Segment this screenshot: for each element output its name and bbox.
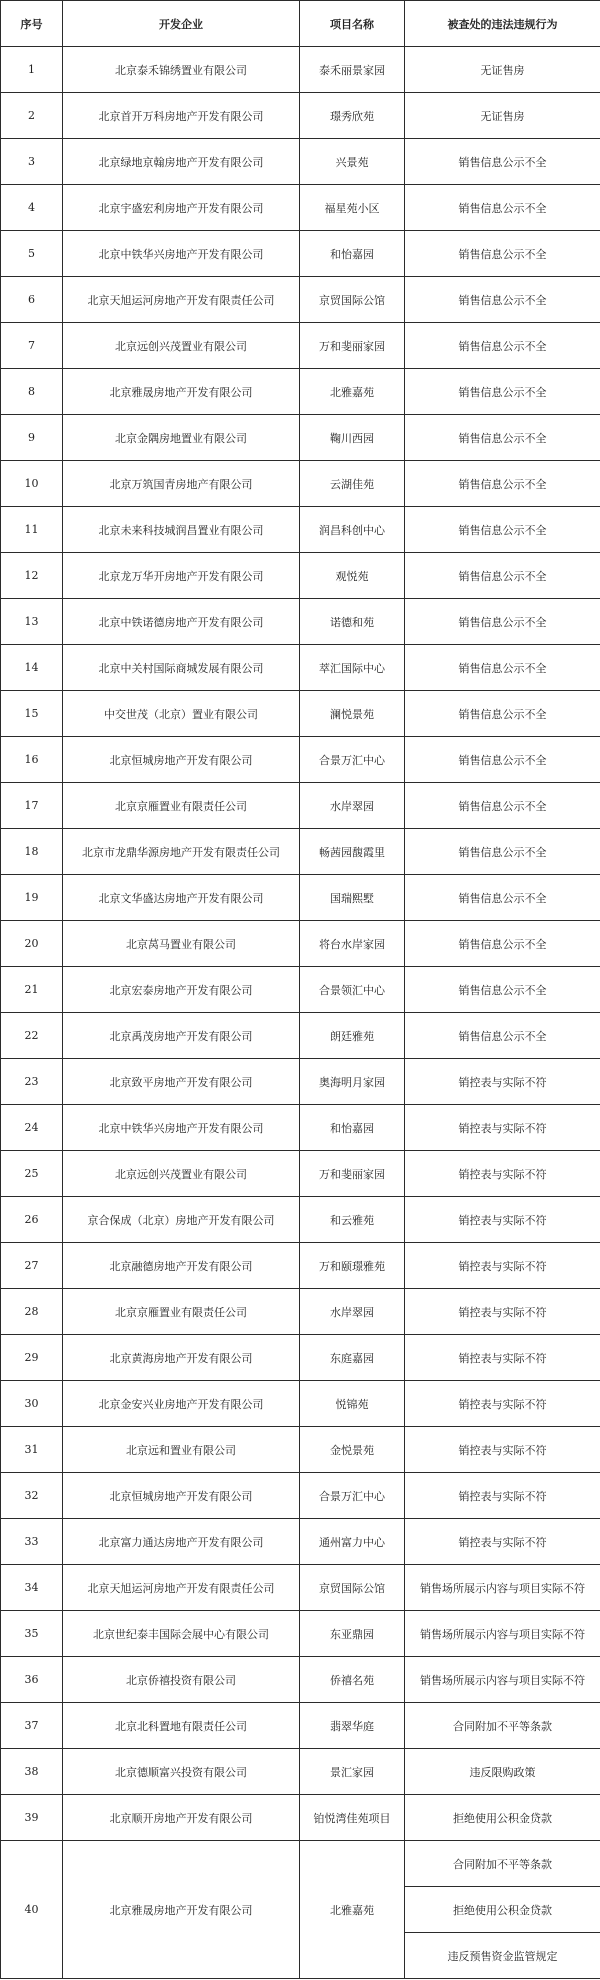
row-index: 22	[1, 1013, 63, 1059]
row-company: 北京侨禧投资有限公司	[63, 1657, 300, 1703]
row-index: 25	[1, 1151, 63, 1197]
row-index: 24	[1, 1105, 63, 1151]
table-row	[1, 277, 600, 323]
row-project: 观悦苑	[300, 553, 405, 599]
table-row	[1, 1197, 600, 1243]
row-company: 北京中关村国际商城发展有限公司	[63, 645, 300, 691]
table-row	[1, 645, 600, 691]
table-row	[1, 1519, 600, 1565]
row-violation: 合同附加不平等条款	[405, 1841, 600, 1887]
row-violation: 违反预售资金监管规定	[405, 1933, 600, 1979]
row-index: 5	[1, 231, 63, 277]
row-project: 水岸翠园	[300, 1289, 405, 1335]
row-project: 萃汇国际中心	[300, 645, 405, 691]
table-row	[1, 1151, 600, 1197]
row-company: 北京天旭运河房地产开发有限责任公司	[63, 277, 300, 323]
row-project: 澜悦景苑	[300, 691, 405, 737]
row-index: 34	[1, 1565, 63, 1611]
table-row	[1, 1703, 600, 1749]
row-company: 北京远和置业有限公司	[63, 1427, 300, 1473]
table-row	[1, 323, 600, 369]
row-violation: 拒绝使用公积金贷款	[405, 1795, 600, 1841]
row-index: 4	[1, 185, 63, 231]
table-row	[1, 737, 600, 783]
table-row	[1, 599, 600, 645]
row-violation: 销售信息公示不全	[405, 645, 600, 691]
row-violation: 无证售房	[405, 93, 600, 139]
row-project: 金悦景苑	[300, 1427, 405, 1473]
table-row	[1, 1473, 600, 1519]
row-project: 万和斐丽家园	[300, 1151, 405, 1197]
row-index: 9	[1, 415, 63, 461]
row-company: 北京远创兴茂置业有限公司	[63, 1151, 300, 1197]
row-project: 翡翠华庭	[300, 1703, 405, 1749]
table-row	[1, 1427, 600, 1473]
row-index: 40	[1, 1841, 63, 1979]
row-index: 14	[1, 645, 63, 691]
row-company: 北京北科置地有限责任公司	[63, 1703, 300, 1749]
row-index: 33	[1, 1519, 63, 1565]
row-violation: 销售信息公示不全	[405, 185, 600, 231]
table-row	[1, 1013, 600, 1059]
row-violation: 无证售房	[405, 47, 600, 93]
table-row	[1, 967, 600, 1013]
row-company: 北京恒城房地产开发有限公司	[63, 737, 300, 783]
table-row	[1, 93, 600, 139]
row-index: 27	[1, 1243, 63, 1289]
row-project: 通州富力中心	[300, 1519, 405, 1565]
row-violation: 销控表与实际不符	[405, 1427, 600, 1473]
table-row	[1, 139, 600, 185]
row-index: 35	[1, 1611, 63, 1657]
row-index: 39	[1, 1795, 63, 1841]
table-row	[1, 1749, 600, 1795]
row-company: 北京文华盛达房地产开发有限公司	[63, 875, 300, 921]
row-violation: 销售信息公示不全	[405, 415, 600, 461]
row-project: 景汇家园	[300, 1749, 405, 1795]
row-company: 北京融德房地产开发有限公司	[63, 1243, 300, 1289]
row-violation: 销控表与实际不符	[405, 1197, 600, 1243]
row-index: 17	[1, 783, 63, 829]
table-row	[1, 1657, 600, 1703]
row-project: 京贸国际公馆	[300, 1565, 405, 1611]
row-company: 北京中铁华兴房地产开发有限公司	[63, 231, 300, 277]
row-project: 合景领汇中心	[300, 967, 405, 1013]
row-project: 奥海明月家园	[300, 1059, 405, 1105]
header-company: 开发企业	[63, 1, 300, 47]
row-project: 鞠川西园	[300, 415, 405, 461]
table-row	[1, 1381, 600, 1427]
table-row	[1, 415, 600, 461]
row-project: 国瑞熙墅	[300, 875, 405, 921]
row-project: 北雅嘉苑	[300, 369, 405, 415]
row-company: 北京德顺富兴投资有限公司	[63, 1749, 300, 1795]
row-company: 北京首开万科房地产开发有限公司	[63, 93, 300, 139]
row-violation: 销售信息公示不全	[405, 507, 600, 553]
row-index: 3	[1, 139, 63, 185]
row-index: 32	[1, 1473, 63, 1519]
row-violation: 销售信息公示不全	[405, 369, 600, 415]
row-company: 北京富力通达房地产开发有限公司	[63, 1519, 300, 1565]
row-company: 北京中铁华兴房地产开发有限公司	[63, 1105, 300, 1151]
row-company: 北京雅晟房地产开发有限公司	[63, 1841, 300, 1979]
row-violation: 销控表与实际不符	[405, 1473, 600, 1519]
row-project: 悦锦苑	[300, 1381, 405, 1427]
row-company: 北京宏泰房地产开发有限公司	[63, 967, 300, 1013]
row-violation: 销售信息公示不全	[405, 599, 600, 645]
row-violation: 销售信息公示不全	[405, 139, 600, 185]
row-company: 北京绿地京翰房地产开发有限公司	[63, 139, 300, 185]
row-index: 36	[1, 1657, 63, 1703]
table-row	[1, 1565, 600, 1611]
row-index: 29	[1, 1335, 63, 1381]
row-violation: 销控表与实际不符	[405, 1105, 600, 1151]
row-company: 北京金隅房地置业有限公司	[63, 415, 300, 461]
row-violation: 销控表与实际不符	[405, 1243, 600, 1289]
row-project: 兴景苑	[300, 139, 405, 185]
row-company: 北京金安兴业房地产开发有限公司	[63, 1381, 300, 1427]
row-violation: 拒绝使用公积金贷款	[405, 1887, 600, 1933]
row-index: 11	[1, 507, 63, 553]
row-project: 北雅嘉苑	[300, 1841, 405, 1979]
row-company: 北京顺开房地产开发有限公司	[63, 1795, 300, 1841]
table-row	[1, 507, 600, 553]
row-violation: 销售信息公示不全	[405, 691, 600, 737]
row-company: 北京莴马置业有限公司	[63, 921, 300, 967]
row-project: 侨禧名苑	[300, 1657, 405, 1703]
row-violation: 销控表与实际不符	[405, 1289, 600, 1335]
row-company: 北京禹茂房地产开发有限公司	[63, 1013, 300, 1059]
row-violation: 销控表与实际不符	[405, 1519, 600, 1565]
row-violation: 销售信息公示不全	[405, 231, 600, 277]
row-index: 37	[1, 1703, 63, 1749]
row-violation: 销控表与实际不符	[405, 1059, 600, 1105]
table-row	[1, 369, 600, 415]
row-index: 10	[1, 461, 63, 507]
row-project: 璟秀欣苑	[300, 93, 405, 139]
row-project: 合景万汇中心	[300, 737, 405, 783]
row-project: 万和斐丽家园	[300, 323, 405, 369]
row-violation: 销售信息公示不全	[405, 323, 600, 369]
row-violation: 销售信息公示不全	[405, 875, 600, 921]
row-index: 26	[1, 1197, 63, 1243]
row-violation: 销售信息公示不全	[405, 277, 600, 323]
table-row	[1, 921, 600, 967]
row-index: 31	[1, 1427, 63, 1473]
table-row	[1, 829, 600, 875]
row-project: 铂悦湾佳苑项目	[300, 1795, 405, 1841]
row-violation: 合同附加不平等条款	[405, 1703, 600, 1749]
row-violation: 销售信息公示不全	[405, 737, 600, 783]
table-row	[1, 185, 600, 231]
table-row	[1, 1841, 600, 1887]
row-company: 北京市龙鼎华源房地产开发有限责任公司	[63, 829, 300, 875]
table-row	[1, 553, 600, 599]
row-project: 和怡嘉园	[300, 231, 405, 277]
row-project: 润昌科创中心	[300, 507, 405, 553]
row-index: 8	[1, 369, 63, 415]
header-row	[1, 1, 600, 47]
row-index: 13	[1, 599, 63, 645]
row-index: 19	[1, 875, 63, 921]
table-row	[1, 691, 600, 737]
row-violation: 销控表与实际不符	[405, 1151, 600, 1197]
row-project: 万和颐璟雅苑	[300, 1243, 405, 1289]
row-project: 将台水岸家园	[300, 921, 405, 967]
row-company: 北京京雁置业有限责任公司	[63, 783, 300, 829]
row-company: 北京天旭运河房地产开发有限责任公司	[63, 1565, 300, 1611]
row-violation: 销售场所展示内容与项目实际不符	[405, 1565, 600, 1611]
table-row	[1, 1335, 600, 1381]
row-project: 畅茜园馥霞里	[300, 829, 405, 875]
row-index: 6	[1, 277, 63, 323]
row-index: 16	[1, 737, 63, 783]
row-project: 京贸国际公馆	[300, 277, 405, 323]
row-company: 京合保成（北京）房地产开发有限公司	[63, 1197, 300, 1243]
row-project: 和云雅苑	[300, 1197, 405, 1243]
row-index: 28	[1, 1289, 63, 1335]
table-row	[1, 1243, 600, 1289]
row-project: 水岸翠园	[300, 783, 405, 829]
row-violation: 销售信息公示不全	[405, 783, 600, 829]
table-row	[1, 461, 600, 507]
table-row	[1, 783, 600, 829]
table-body	[1, 47, 600, 1979]
header-violation: 被查处的违法违规行为	[405, 1, 600, 47]
row-index: 15	[1, 691, 63, 737]
row-company: 中交世茂（北京）置业有限公司	[63, 691, 300, 737]
row-project: 和怡嘉园	[300, 1105, 405, 1151]
row-violation: 销售信息公示不全	[405, 829, 600, 875]
row-violation: 销售信息公示不全	[405, 921, 600, 967]
row-company: 北京京雁置业有限责任公司	[63, 1289, 300, 1335]
table-row	[1, 875, 600, 921]
row-company: 北京宇盛宏利房地产开发有限公司	[63, 185, 300, 231]
row-violation: 销售信息公示不全	[405, 967, 600, 1013]
row-company: 北京泰禾锦绣置业有限公司	[63, 47, 300, 93]
row-company: 北京恒城房地产开发有限公司	[63, 1473, 300, 1519]
row-index: 2	[1, 93, 63, 139]
row-company: 北京致平房地产开发有限公司	[63, 1059, 300, 1105]
row-index: 30	[1, 1381, 63, 1427]
row-index: 18	[1, 829, 63, 875]
row-index: 7	[1, 323, 63, 369]
table-row	[1, 1795, 600, 1841]
row-index: 1	[1, 47, 63, 93]
row-project: 诺德和苑	[300, 599, 405, 645]
row-company: 北京未来科技城润昌置业有限公司	[63, 507, 300, 553]
row-index: 38	[1, 1749, 63, 1795]
row-company: 北京万筑国青房地产有限公司	[63, 461, 300, 507]
row-company: 北京远创兴茂置业有限公司	[63, 323, 300, 369]
row-violation: 销售场所展示内容与项目实际不符	[405, 1657, 600, 1703]
row-project: 泰禾丽景家园	[300, 47, 405, 93]
row-company: 北京龙万华开房地产开发有限公司	[63, 553, 300, 599]
header-index: 序号	[1, 1, 63, 47]
row-company: 北京黄海房地产开发有限公司	[63, 1335, 300, 1381]
row-project: 合景万汇中心	[300, 1473, 405, 1519]
row-company: 北京世纪泰丰国际会展中心有限公司	[63, 1611, 300, 1657]
row-violation: 销售场所展示内容与项目实际不符	[405, 1611, 600, 1657]
row-violation: 销控表与实际不符	[405, 1381, 600, 1427]
table-row	[1, 1059, 600, 1105]
table-row	[1, 231, 600, 277]
row-project: 朗廷雅苑	[300, 1013, 405, 1059]
table-row	[1, 1611, 600, 1657]
table-row	[1, 47, 600, 93]
row-project: 东亚鼎园	[300, 1611, 405, 1657]
row-violation: 销售信息公示不全	[405, 461, 600, 507]
table-row	[1, 1289, 600, 1335]
row-violation: 销售信息公示不全	[405, 1013, 600, 1059]
table-row	[1, 1105, 600, 1151]
row-company: 北京雅晟房地产开发有限公司	[63, 369, 300, 415]
row-index: 21	[1, 967, 63, 1013]
row-index: 20	[1, 921, 63, 967]
row-index: 12	[1, 553, 63, 599]
row-project: 云湖佳苑	[300, 461, 405, 507]
row-violation: 违反限购政策	[405, 1749, 600, 1795]
row-project: 东庭嘉园	[300, 1335, 405, 1381]
row-project: 福星苑小区	[300, 185, 405, 231]
row-index: 23	[1, 1059, 63, 1105]
row-company: 北京中铁诺德房地产开发有限公司	[63, 599, 300, 645]
row-violation: 销控表与实际不符	[405, 1335, 600, 1381]
row-violation: 销售信息公示不全	[405, 553, 600, 599]
header-project: 项目名称	[300, 1, 405, 47]
